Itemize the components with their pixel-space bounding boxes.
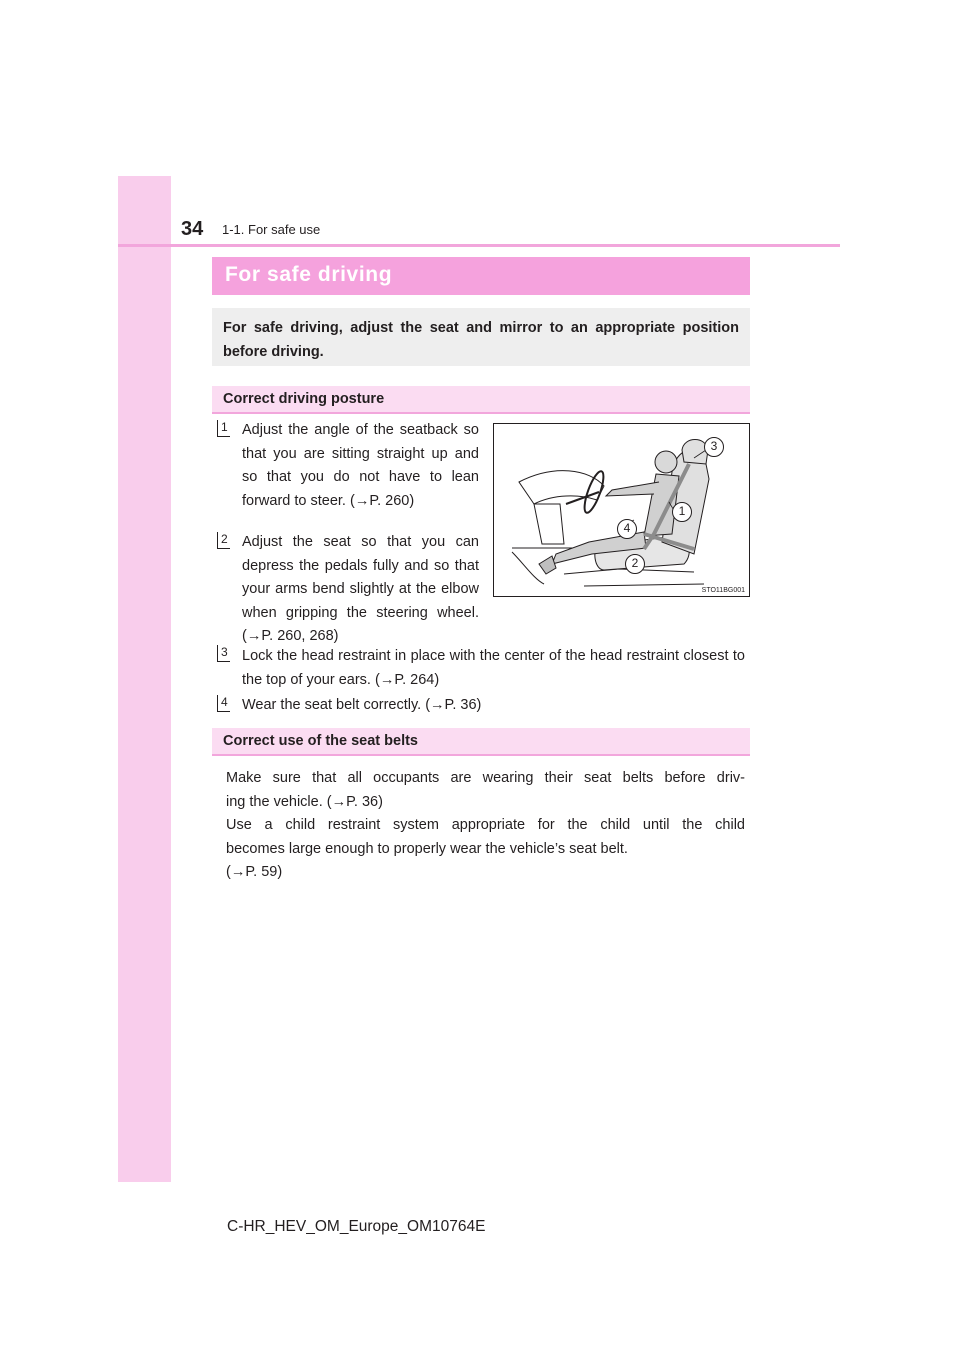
document-code-footer: C-HR_HEV_OM_Europe_OM10764E [227, 1218, 486, 1235]
title-bar [212, 257, 750, 295]
page-title: For safe driving [225, 263, 393, 286]
subhead-driving-posture [212, 386, 750, 414]
step-number: 4 [217, 695, 230, 712]
figure-code: STO11BG001 [701, 587, 745, 594]
intro-text: For safe driving, adjust the seat and mirror to an appropriate position before driving. [223, 320, 739, 360]
step-number: 1 [217, 420, 230, 437]
subhead-seat-belts [212, 728, 750, 756]
text-line: ing the vehicle. (→P. 36) [226, 793, 383, 810]
text-line: Use a child restraint system appropriate for the child until the child [226, 817, 745, 833]
callout-4: 4 [617, 519, 637, 539]
callout-3: 3 [704, 437, 724, 457]
page-number: 34 [181, 218, 204, 240]
step-number: 3 [217, 645, 230, 662]
callout-1: 1 [672, 502, 692, 522]
callout-2: 2 [625, 554, 645, 574]
step-number: 2 [217, 532, 230, 549]
intro-box [212, 308, 750, 366]
step-text: Adjust the seat so that you can depress the pedals fully and so that your arms bend slightly at the elbow when gripping the steering wheel. (→P. 260, 268) [242, 534, 479, 644]
seat-belt-text [226, 767, 745, 885]
side-tab-band [118, 176, 171, 1182]
text-line: (→P. 59) [226, 864, 283, 880]
driving-posture-illustration [493, 423, 750, 597]
section-label: 1-1. For safe use [222, 222, 321, 237]
text-line: Make sure that all occupants are wearing their seat belts before driv- [226, 770, 745, 786]
subhead-text: Correct use of the seat belts [223, 733, 418, 749]
step-text: Wear the seat belt correctly. (→P. 36) [242, 697, 482, 713]
header-rule [118, 244, 840, 247]
step-text: Lock the head restraint in place with the center of the head restraint closest to the top of your ears. (→P. 264) [242, 648, 745, 688]
text-line: becomes large enough to properly wear the vehicle’s seat belt. [226, 840, 628, 857]
step-text: Adjust the angle of the seatback so that you are sitting straight up and so that you do not have to lean forward to steer. (→P. 260) [242, 422, 479, 509]
subhead-text: Correct driving posture [223, 391, 385, 407]
